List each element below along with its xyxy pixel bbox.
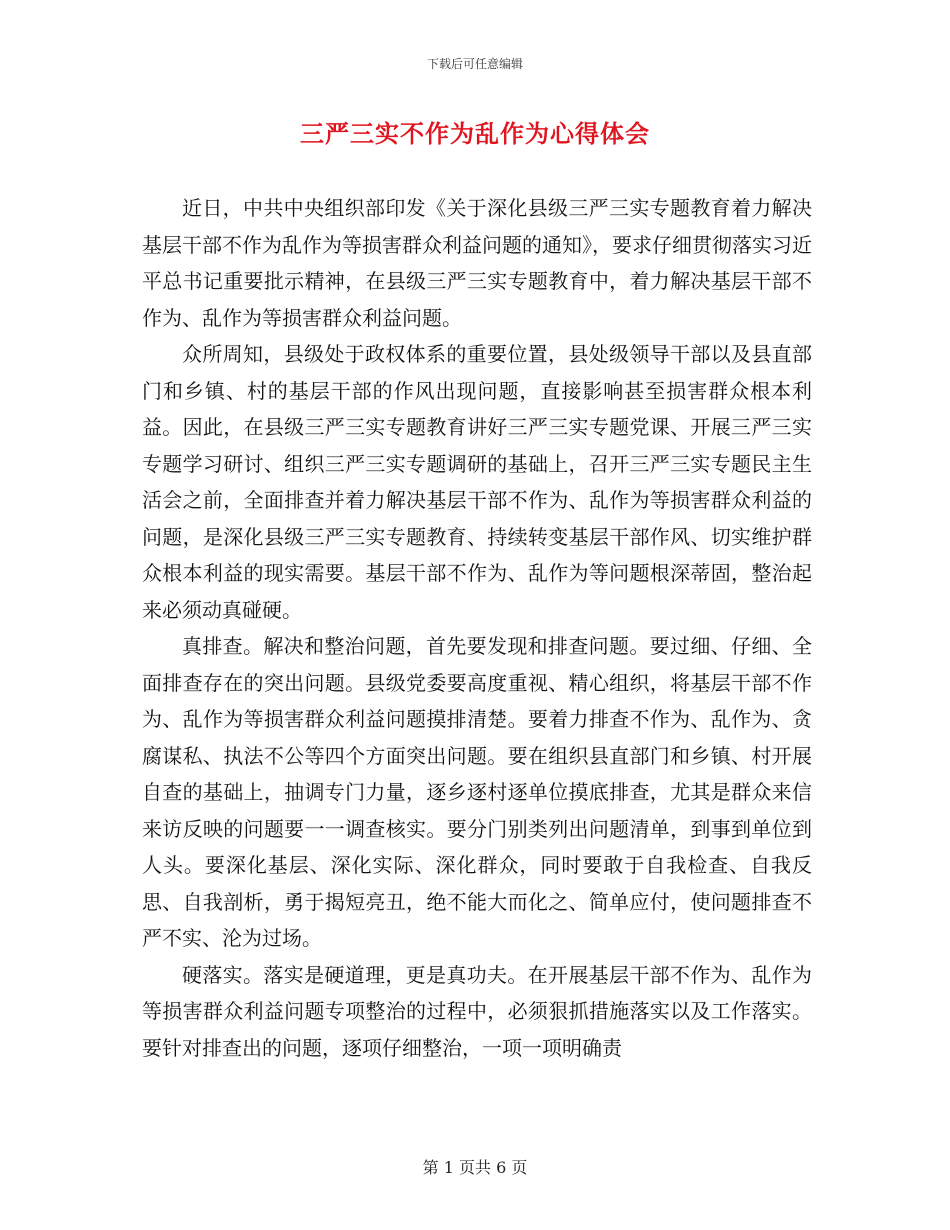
paragraph-implementation: 硬落实。落实是硬道理，更是真功夫。在开展基层干部不作为、乱作为等损害群众利益问题专项整治的过程中，必须狠抓措施落实以及工作落实。要针对排查出的问题，逐项仔细整治，一项一项明确责 [142,962,812,1060]
paragraph-background: 众所周知，县级处于政权体系的重要位置，县处级领导干部以及县直部门和乡镇、村的基层干部的作风出现问题，直接影响甚至损害群众根本利益。因此，在县级三严三实专题教育讲好三严三实专题党课、开展三严三实专题学习研讨、组织三严三实专题调研的基础上，召开三严三实专题民主生活会之前，全面排查并着力解决基层干部不作为、乱作为等损害群众利益的问题，是深化县级三严三实专题教育、持续转变基层干部作风、切实维护群众根本利益的现实需要。基层干部不作为、乱作为等问题根深蒂固，整治起来必须动真碰硬。 [142,342,812,622]
document-title: 三严三实不作为乱作为心得体会 [300,119,650,148]
document-body [142,190,812,1066]
paragraph-investigation: 真排查。解决和整治问题，首先要发现和排查问题。要过细、仔细、全面排查存在的突出问题。县级党委要高度重视、精心组织，将基层干部不作为、乱作为等损害群众利益问题摸排清楚。要着力排查不作为、乱作为、贪腐谋私、执法不公等四个方面突出问题。要在组织县直部门和乡镇、村开展自查的基础上，抽调专门力量，逐乡逐村逐单位摸底排查，尤其是群众来信来访反映的问题要一一调查核实。要分门别类列出问题清单，到事到单位到人头。要深化基层、深化实际、深化群众，同时要敢于自我检查、自我反思、自我剖析，勇于揭短亮丑，绝不能大而化之、简单应付，使问题排查不严不实、沦为过场。 [142,634,812,950]
page-number-footer: 第 1 页共 6 页 [422,1158,528,1177]
paragraph-intro: 近日，中共中央组织部印发《关于深化县级三严三实专题教育着力解决基层干部不作为乱作为等损害群众利益问题的通知》，要求仔细贯彻落实习近平总书记重要批示精神，在县级三严三实专题教育中，着力解决基层干部不作为、乱作为等损害群众利益问题。 [142,196,812,330]
header-note: 下载后可任意编辑 [426,57,523,71]
